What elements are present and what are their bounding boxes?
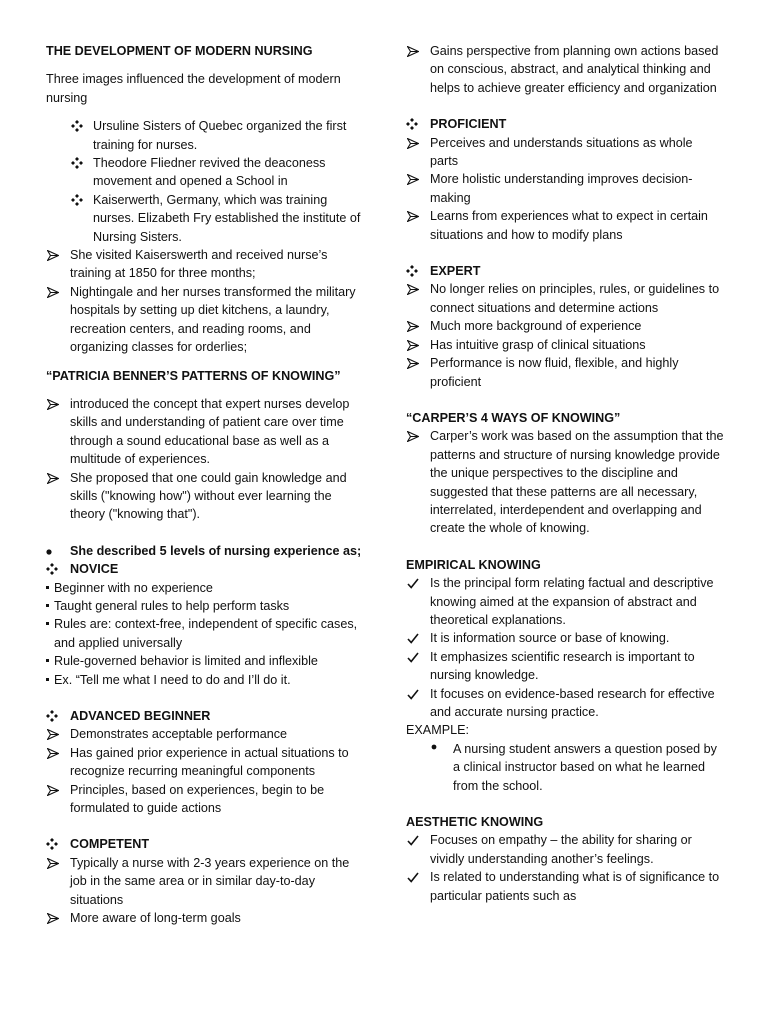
- list-item: Beginner with no experience: [46, 579, 366, 597]
- list-item: Typically a nurse with 2-3 years experience on the job in the same area or in similar day-to-day situations: [46, 854, 366, 909]
- section-heading-aesthetic: AESTHETIC KNOWING: [406, 815, 544, 830]
- list-item: Has intuitive grasp of clinical situations: [406, 336, 724, 354]
- diamond-bullet-icon: [46, 838, 60, 850]
- list-item: Gains perspective from planning own actions based on conscious, abstract, and analytical thinking and helps to achieve greater efficiency and organization: [406, 42, 724, 97]
- right-column: [406, 42, 724, 905]
- list-item: It emphasizes scientific research is important to nursing knowledge.: [406, 648, 724, 685]
- diamond-bullet-icon: [46, 710, 60, 722]
- list-item: Demonstrates acceptable performance: [46, 725, 366, 743]
- document-title: THE DEVELOPMENT OF MODERN NURSING: [46, 44, 313, 58]
- level-heading-novice: NOVICE: [46, 560, 366, 578]
- section-heading-empirical: EMPIRICAL KNOWING: [406, 557, 541, 572]
- diamond-bullet-icon: [46, 563, 60, 575]
- list-item: Perceives and understands situations as whole parts: [406, 134, 724, 171]
- arrow-bullet-icon: [407, 284, 421, 295]
- arrow-bullet-icon: [47, 250, 61, 261]
- section-heading-carper: “CARPER’S 4 WAYS OF KNOWING”: [406, 410, 621, 425]
- list-item: No longer relies on principles, rules, or guidelines to connect situations and determine actions: [406, 280, 724, 317]
- left-column: [46, 42, 366, 927]
- list-item: Much more background of experience: [406, 317, 724, 335]
- square-bullet-icon: [46, 622, 50, 625]
- arrow-bullet-icon: [47, 399, 61, 410]
- arrow-bullet-icon: [47, 913, 61, 924]
- checkmark-icon: [407, 578, 421, 589]
- checkmark-icon: [407, 835, 421, 846]
- list-item: Theodore Fliedner revived the deaconess movement and opened a School in: [46, 154, 366, 191]
- list-item: Performance is now fluid, flexible, and highly proficient: [406, 354, 724, 391]
- dot-bullet-icon: [46, 545, 60, 557]
- list-item: Is the principal form relating factual and descriptive knowing aimed at the expansion of abstract and theoretical explanations.: [406, 574, 724, 629]
- arrow-bullet-icon: [407, 321, 421, 332]
- levels-intro: She described 5 levels of nursing experience as;: [46, 542, 366, 560]
- diamond-bullet-icon: [406, 265, 420, 277]
- list-item: Ursuline Sisters of Quebec organized the first training for nurses.: [46, 117, 366, 154]
- arrow-bullet-icon: [407, 431, 421, 442]
- list-item: Focuses on empathy – the ability for sharing or vividly understanding another’s feelings.: [406, 831, 724, 868]
- level-heading-proficient: PROFICIENT: [406, 115, 724, 133]
- list-item: More aware of long-term goals: [46, 909, 366, 927]
- list-item: Rules are: context-free, independent of specific cases, and applied universally: [46, 615, 366, 652]
- arrow-bullet-icon: [47, 287, 61, 298]
- list-item: Has gained prior experience in actual situations to recognize recurring meaningful components: [46, 744, 366, 781]
- list-item: Kaiserwerth, Germany, which was training nurses. Elizabeth Fry established the institute of Nursing Sisters.: [46, 191, 366, 246]
- checkmark-icon: [407, 652, 421, 663]
- arrow-bullet-icon: [47, 473, 61, 484]
- list-item: Carper’s work was based on the assumption that the patterns and structure of nursing knowledge provide the unique perspectives to the discipline and suggested that these patterns are all necessary, interrelated, interdependent and overlapping and create the whole of knowing.: [406, 427, 724, 537]
- list-item: A nursing student answers a question posed by a clinical instructor based on what he learned from the school.: [406, 740, 724, 795]
- level-heading-expert: EXPERT: [406, 262, 724, 280]
- arrow-bullet-icon: [407, 340, 421, 351]
- list-item: More holistic understanding improves decision-making: [406, 170, 724, 207]
- checkmark-icon: [407, 633, 421, 644]
- list-item: She visited Kaiserswerth and received nurse’s training at 1850 for three months;: [46, 246, 366, 283]
- arrow-bullet-icon: [407, 211, 421, 222]
- dot-bullet-icon: [430, 740, 444, 752]
- level-heading-competent: COMPETENT: [46, 835, 366, 853]
- list-item: Ex. “Tell me what I need to do and I’ll do it.: [46, 671, 366, 689]
- list-item: Nightingale and her nurses transformed the military hospitals by setting up diet kitchens, a laundry, recreation centers, and reading rooms, and organizing classes for orderlies;: [46, 283, 366, 357]
- list-item: It is information source or base of knowing.: [406, 629, 724, 647]
- list-item: Is related to understanding what is of significance to particular patients such as: [406, 868, 724, 905]
- arrow-bullet-icon: [407, 138, 421, 149]
- diamond-bullet-icon: [71, 120, 85, 132]
- section-heading-benner: “PATRICIA BENNER’S PATTERNS OF KNOWING”: [46, 368, 341, 383]
- level-heading-advanced-beginner: ADVANCED BEGINNER: [46, 707, 366, 725]
- diamond-bullet-icon: [71, 157, 85, 169]
- list-item: introduced the concept that expert nurses develop skills and understanding of patient care over time through a sound educational base as well as a multitude of experiences.: [46, 395, 366, 469]
- intro-paragraph: Three images influenced the development of modern nursing: [46, 72, 341, 105]
- arrow-bullet-icon: [407, 46, 421, 57]
- arrow-bullet-icon: [47, 858, 61, 869]
- list-item: Taught general rules to help perform tasks: [46, 597, 366, 615]
- example-label: EXAMPLE:: [406, 723, 469, 738]
- square-bullet-icon: [46, 604, 50, 607]
- arrow-bullet-icon: [47, 785, 61, 796]
- square-bullet-icon: [46, 659, 50, 662]
- square-bullet-icon: [46, 586, 50, 589]
- list-item: Rule-governed behavior is limited and inflexible: [46, 652, 366, 670]
- list-item: Principles, based on experiences, begin to be formulated to guide actions: [46, 781, 366, 818]
- arrow-bullet-icon: [47, 748, 61, 759]
- arrow-bullet-icon: [47, 729, 61, 740]
- list-item: Learns from experiences what to expect in certain situations and how to modify plans: [406, 207, 724, 244]
- checkmark-icon: [407, 689, 421, 700]
- checkmark-icon: [407, 872, 421, 883]
- list-item: She proposed that one could gain knowledge and skills ("knowing how") without ever learning the theory ("knowing that").: [46, 469, 366, 524]
- square-bullet-icon: [46, 678, 50, 681]
- arrow-bullet-icon: [407, 358, 421, 369]
- arrow-bullet-icon: [407, 174, 421, 185]
- diamond-bullet-icon: [406, 118, 420, 130]
- diamond-bullet-icon: [71, 194, 85, 206]
- list-item: It focuses on evidence-based research for effective and accurate nursing practice.: [406, 685, 724, 722]
